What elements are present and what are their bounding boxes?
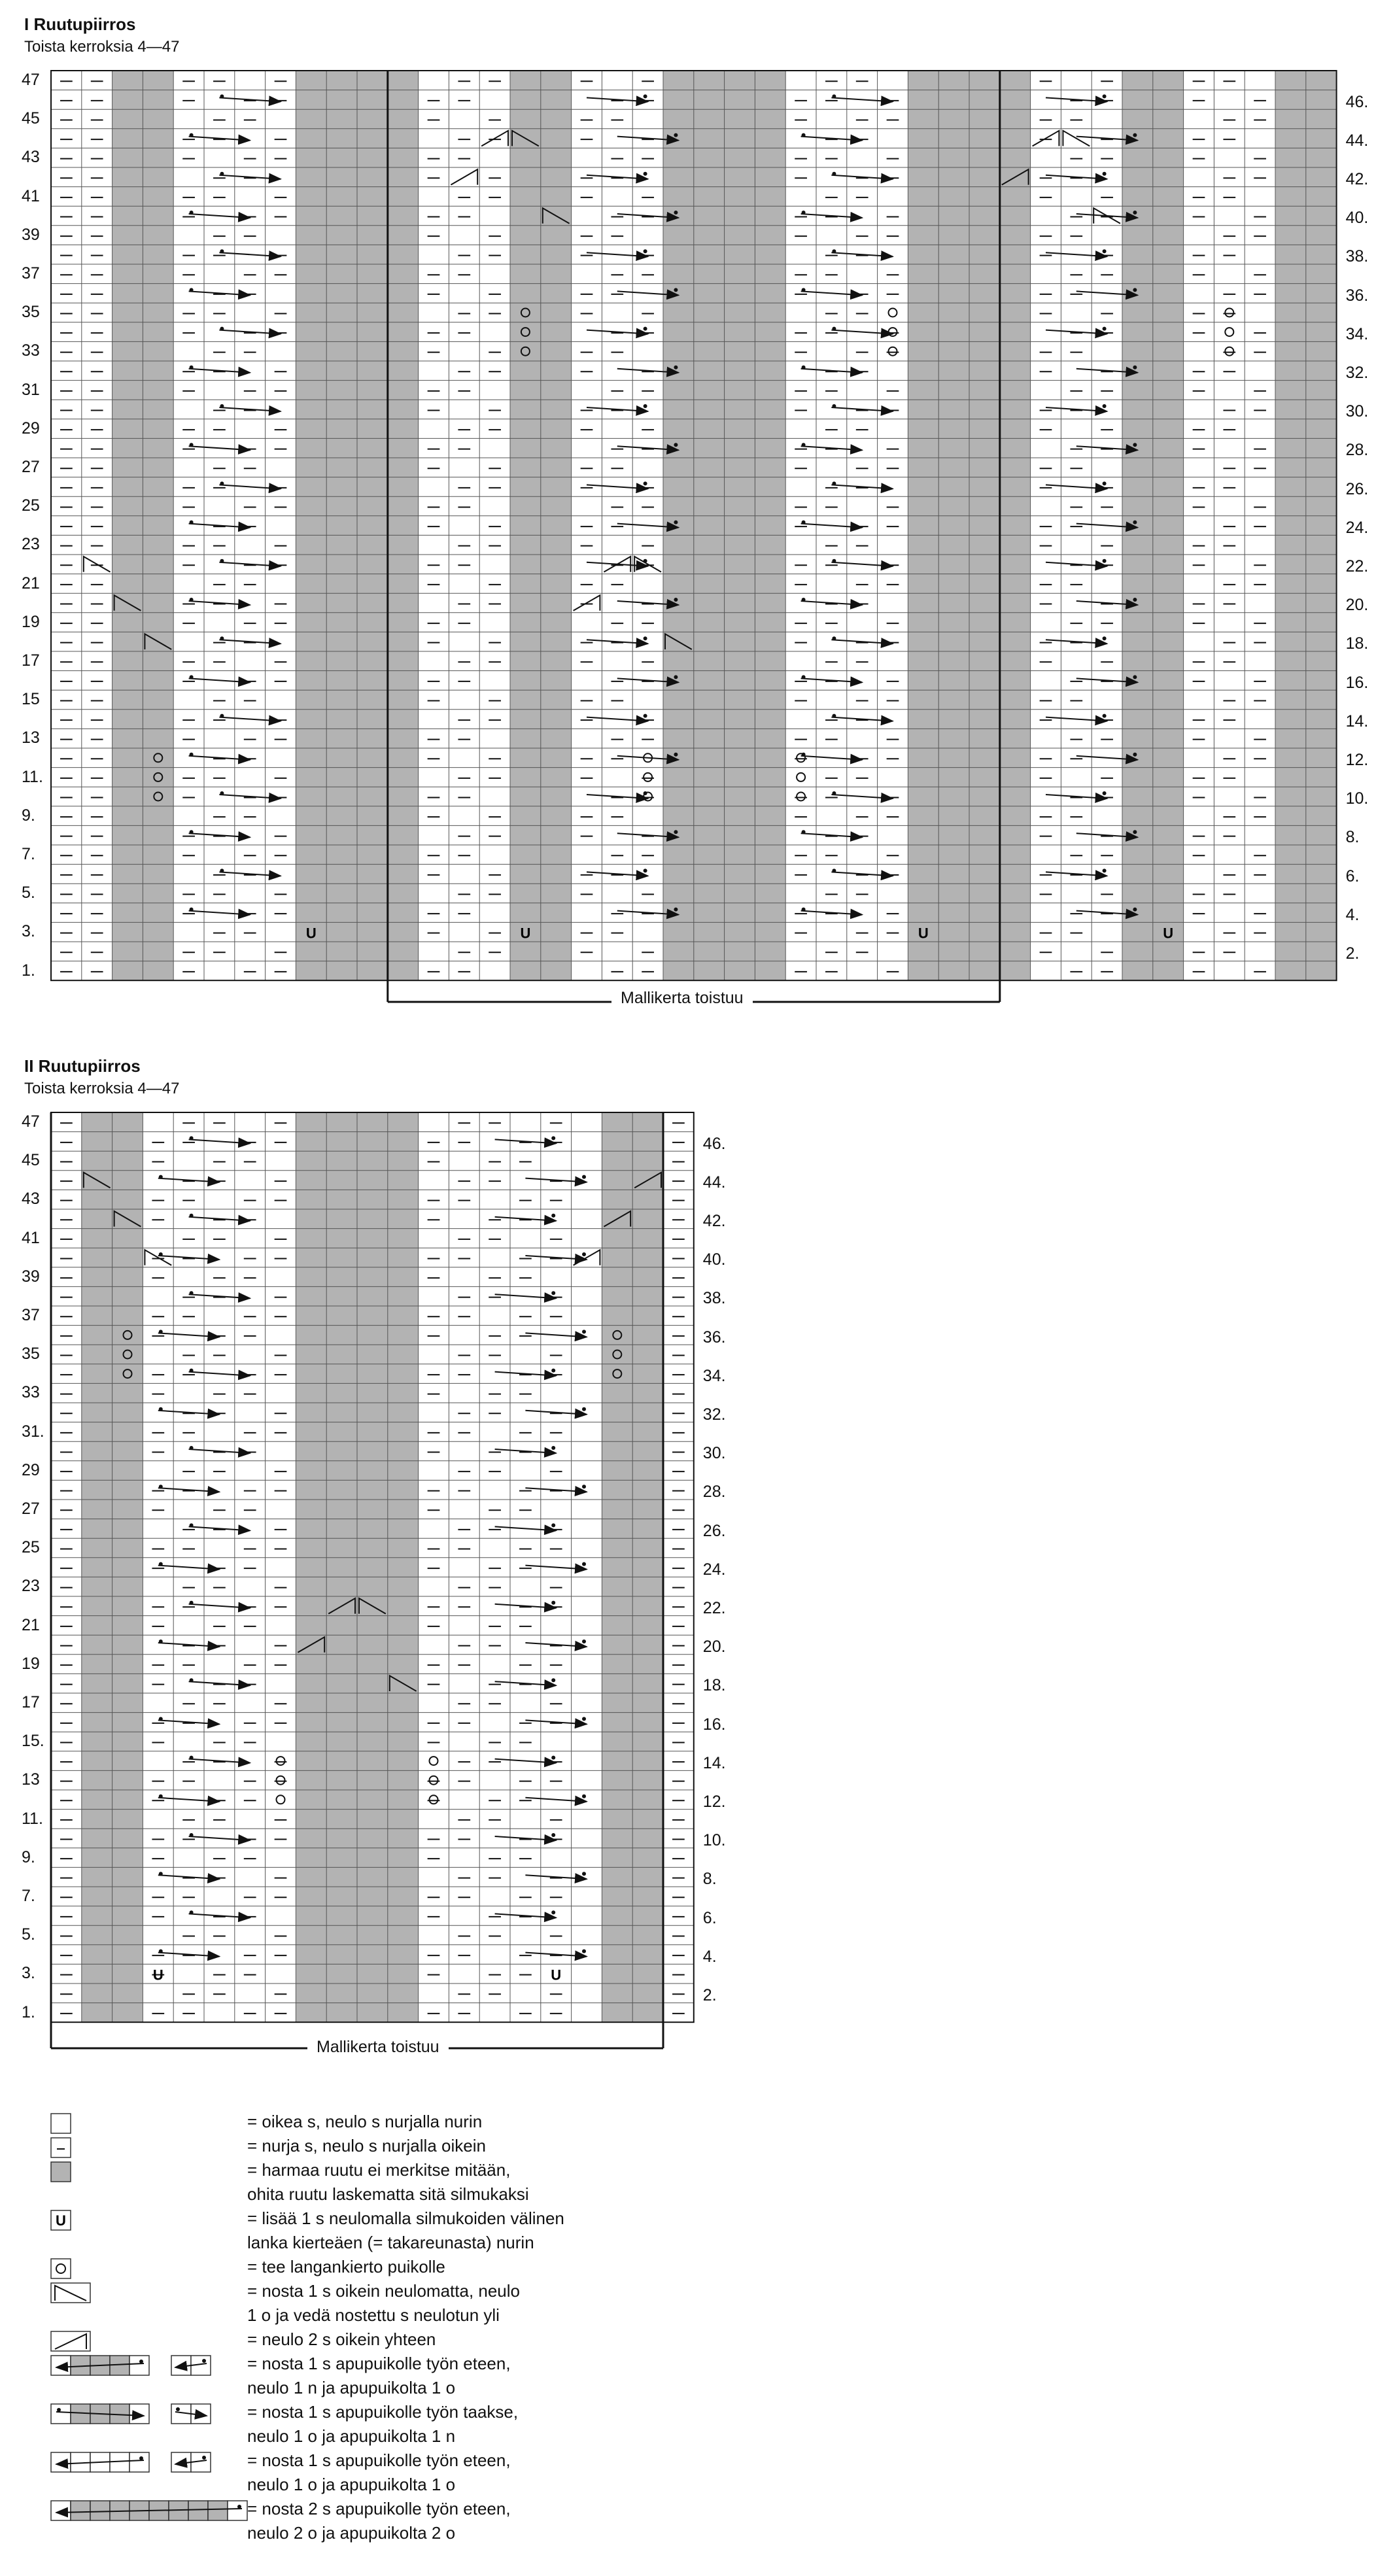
make-one-icon: U <box>56 2212 66 2229</box>
row-number-right: 18. <box>702 1676 726 1695</box>
row-number-right: 10. <box>702 1831 726 1850</box>
row-number-right: 42. <box>702 1212 726 1230</box>
row-number-left: 11. <box>22 767 43 786</box>
cable-back-purl-icon <box>176 2407 180 2411</box>
row-number-left: 45 <box>22 1151 40 1170</box>
row-number-right: 4. <box>702 1947 717 1966</box>
legend-text-cable-front-knit: = nosta 1 s apupuikolle työn eteen, neulo 1 o ja apupuikolta 1 o <box>247 2450 511 2494</box>
chart2-repeat-label: Mallikerta toistuu <box>307 2038 449 2057</box>
row-number-left: 5. <box>22 884 35 902</box>
row-number-right: 22. <box>1345 557 1369 575</box>
row-number-left: 9. <box>22 1847 35 1866</box>
row-number-right: 30. <box>1345 402 1369 421</box>
row-number-right: 14. <box>702 1753 726 1772</box>
row-number-left: 15 <box>22 690 40 709</box>
row-number-left: 35 <box>22 1345 40 1364</box>
row-number-left: 19 <box>22 1654 40 1673</box>
row-number-right: 16. <box>702 1715 726 1734</box>
row-number-left: 33 <box>22 341 40 360</box>
row-number-left: 43 <box>22 1190 40 1209</box>
row-number-right: 24. <box>1345 518 1369 537</box>
row-number-left: 7. <box>22 1887 35 1905</box>
legend-text-knit: = oikea s, neulo s nurjalla nurin <box>247 2112 483 2131</box>
row-number-left: 47 <box>22 71 40 89</box>
row-number-right: 12. <box>1345 751 1369 769</box>
row-number-left: 43 <box>22 148 40 167</box>
row-number-right: 16. <box>1345 673 1369 692</box>
make-one-mark: U <box>152 1966 163 1984</box>
make-one-mark: U <box>551 1966 562 1984</box>
make-one-mark: U <box>918 925 929 942</box>
row-number-left: 37 <box>22 1306 40 1324</box>
row-number-right: 26. <box>702 1521 726 1540</box>
row-number-left: 31 <box>22 380 40 399</box>
cable-2-front-icon <box>71 2501 90 2520</box>
row-number-left: 11. <box>22 1809 43 1828</box>
row-number-left: 39 <box>22 1267 40 1286</box>
row-number-right: 44. <box>1345 131 1369 150</box>
legend-text-make-one: = lisää 1 s neulomalla silmukoiden välinen lanka kierteäen (= takareunasta) nurin <box>247 2208 564 2252</box>
cable-front-purl-icon <box>202 2359 206 2363</box>
cable-2-front-icon <box>228 2501 247 2520</box>
row-number-left: 17 <box>22 1693 40 1711</box>
chart2-title: II Ruutupiirros <box>24 1056 141 1076</box>
row-number-left: 23 <box>22 1577 40 1596</box>
chart2-subtitle: Toista kerroksia 4—47 <box>24 1080 180 1097</box>
row-number-right: 40. <box>1345 209 1369 228</box>
row-number-right: 28. <box>702 1483 726 1502</box>
row-number-left: 13 <box>22 729 40 747</box>
row-number-left: 9. <box>22 806 35 825</box>
make-one-mark: U <box>520 925 531 942</box>
cable-front-knit-icon <box>129 2452 149 2472</box>
row-number-right: 46. <box>702 1134 726 1153</box>
row-number-right: 26. <box>1345 479 1369 498</box>
row-number-left: 29 <box>22 1460 40 1479</box>
row-number-left: 45 <box>22 109 40 128</box>
row-number-left: 1. <box>22 2002 35 2021</box>
row-number-left: 21 <box>22 1615 40 1634</box>
cable-front-knit-icon <box>139 2456 143 2460</box>
row-number-right: 46. <box>1345 92 1369 111</box>
row-number-left: 27 <box>22 458 40 476</box>
row-number-left: 41 <box>22 1228 40 1247</box>
row-number-left: 15. <box>22 1732 44 1751</box>
cable-2-front-icon <box>208 2501 228 2520</box>
row-number-right: 44. <box>702 1173 726 1192</box>
cable-front-knit-icon <box>51 2452 71 2472</box>
row-number-left: 31. <box>22 1422 44 1441</box>
row-number-left: 27 <box>22 1500 40 1518</box>
cable-2-front-icon <box>237 2505 241 2509</box>
row-number-right: 28. <box>1345 441 1369 460</box>
row-number-right: 20. <box>702 1638 726 1657</box>
row-number-right: 10. <box>1345 789 1369 808</box>
row-number-right: 12. <box>702 1793 726 1811</box>
legend-text-cable-2-front: = nosta 2 s apupuikolle työn eteen, neulo 2 o ja apupuikolta 2 o <box>247 2499 511 2543</box>
row-number-right: 32. <box>1345 364 1369 382</box>
row-number-left: 41 <box>22 186 40 205</box>
row-number-right: 8. <box>702 1870 717 1889</box>
make-one-mark: U <box>305 925 317 942</box>
row-number-left: 35 <box>22 303 40 322</box>
row-number-right: 24. <box>702 1560 726 1579</box>
row-number-left: 3. <box>22 1964 35 1983</box>
gray-icon <box>51 2162 71 2182</box>
row-number-right: 34. <box>1345 324 1369 343</box>
row-number-left: 39 <box>22 225 40 244</box>
row-number-left: 25 <box>22 1538 40 1557</box>
row-number-left: 21 <box>22 574 40 592</box>
cable-2-front-icon <box>188 2501 208 2520</box>
legend-text-yarn-over: = tee langankierto puikolle <box>247 2257 445 2276</box>
row-number-right: 6. <box>702 1908 717 1927</box>
knit-icon <box>51 2114 71 2133</box>
row-number-left: 23 <box>22 535 40 554</box>
row-number-right: 38. <box>702 1289 726 1308</box>
row-number-left: 17 <box>22 651 40 670</box>
cable-front-purl-icon <box>129 2356 149 2375</box>
row-number-right: 32. <box>702 1405 726 1424</box>
row-number-left: 25 <box>22 496 40 515</box>
row-number-right: 2. <box>1345 944 1360 963</box>
legend-text-gray: = harmaa ruutu ei merkitse mitään, ohita ruutu laskematta sitä silmukaksi <box>247 2160 529 2204</box>
row-number-right: 36. <box>1345 286 1369 305</box>
row-number-left: 29 <box>22 419 40 438</box>
chart1-subtitle: Toista kerroksia 4—47 <box>24 38 180 56</box>
row-number-left: 13 <box>22 1770 40 1789</box>
cable-back-purl-icon <box>57 2408 61 2412</box>
cable-2-front-icon <box>90 2501 110 2520</box>
row-number-right: 22. <box>702 1599 726 1617</box>
row-number-right: 30. <box>702 1444 726 1463</box>
row-number-left: 5. <box>22 1925 35 1944</box>
row-number-right: 40. <box>702 1250 726 1269</box>
row-number-left: 19 <box>22 612 40 631</box>
row-number-right: 36. <box>702 1328 726 1347</box>
row-number-left: 37 <box>22 264 40 283</box>
chart1-repeat-label: Mallikerta toistuu <box>611 989 753 1008</box>
row-number-left: 1. <box>22 961 35 980</box>
row-number-right: 34. <box>702 1366 726 1385</box>
cable-front-purl-icon <box>51 2356 71 2375</box>
purl-icon <box>51 2138 71 2157</box>
make-one-mark: U <box>1163 925 1174 942</box>
row-number-right: 4. <box>1345 905 1360 924</box>
row-number-left: 7. <box>22 845 35 863</box>
row-number-right: 38. <box>1345 247 1369 266</box>
cable-front-purl-icon <box>139 2360 143 2363</box>
legend-text-cable-front-purl: = nosta 1 s apupuikolle työn eteen, neulo 1 n ja apupuikolta 1 o <box>247 2354 511 2397</box>
row-number-left: 47 <box>22 1112 40 1131</box>
cable-back-purl-icon <box>129 2404 149 2424</box>
row-number-left: 33 <box>22 1383 40 1402</box>
row-number-right: 8. <box>1345 828 1360 847</box>
cable-back-purl-icon <box>51 2404 71 2424</box>
yarn-over-icon <box>51 2259 71 2278</box>
row-number-right: 2. <box>702 1986 717 2004</box>
row-number-right: 6. <box>1345 867 1360 885</box>
chart1-title: I Ruutupiirros <box>24 14 136 34</box>
row-number-right: 14. <box>1345 712 1369 730</box>
row-number-right: 42. <box>1345 170 1369 188</box>
legend-text-cable-back-purl: = nosta 1 s apupuikolle työn taakse, neulo 1 o ja apupuikolta 1 n <box>247 2402 519 2446</box>
row-number-right: 20. <box>1345 596 1369 615</box>
cable-front-knit-icon <box>202 2456 206 2460</box>
legend-text-skpo: = nosta 1 s oikein neulomatta, neulo 1 o ja vedä nostettu s neulotun yli <box>247 2281 521 2325</box>
row-number-left: 3. <box>22 922 35 941</box>
legend-text-k2tog: = neulo 2 s oikein yhteen <box>247 2329 436 2349</box>
cable-2-front-icon <box>51 2501 71 2520</box>
row-number-right: 18. <box>1345 634 1369 653</box>
legend-text-purl: = nurja s, neulo s nurjalla oikein <box>247 2136 486 2155</box>
